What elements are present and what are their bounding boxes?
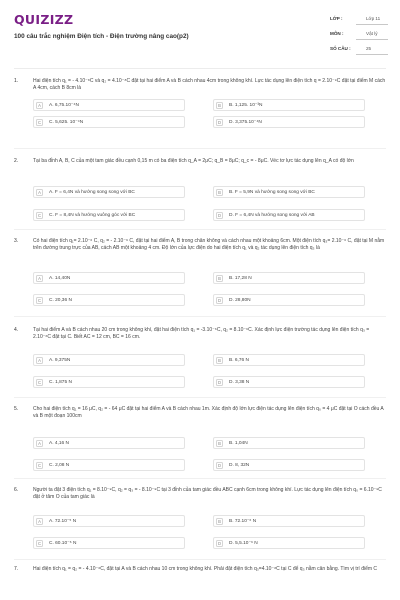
- option-b[interactable]: [213, 272, 365, 284]
- option-text: D. 3,375.10⁻⁴N: [229, 120, 262, 126]
- option-letter: B: [216, 518, 223, 525]
- question-number: 3.: [14, 238, 19, 244]
- worksheet-header: [0, 0, 400, 66]
- option-d[interactable]: [213, 376, 365, 388]
- quizizz-logo: QUIZIZZ: [14, 12, 74, 27]
- option-b[interactable]: [213, 515, 365, 527]
- option-text: D. 28,80N: [229, 298, 251, 304]
- option-a[interactable]: [33, 437, 185, 449]
- question-divider: [14, 478, 386, 479]
- question-number: 7.: [14, 566, 19, 572]
- option-text: B. 1,04N: [229, 441, 248, 447]
- meta-class-value: Lớp 11: [366, 16, 381, 21]
- option-c[interactable]: [33, 209, 185, 221]
- option-c[interactable]: [33, 537, 185, 549]
- option-text: C. 2,08 N: [49, 463, 70, 469]
- question-number: 1.: [14, 78, 19, 84]
- option-text: C. 1,875 N: [49, 380, 72, 386]
- question-text: Người ta đặt 3 điện tích q₁ = 8.10⁻⁹C, q₂ = q₃ = - 8.10⁻⁹C tại 3 đỉnh của tam giác đều ABC cạnh 6cm trong không khí. Lực tác dụng lên điện tích q₀ = 6.10⁻⁹C đặt ở tâm O của tam giác là: [33, 487, 382, 501]
- option-d[interactable]: [213, 294, 365, 306]
- option-b[interactable]: [213, 354, 365, 366]
- question-number: 2.: [14, 158, 19, 164]
- meta-subject-value: Vật lý: [366, 31, 378, 36]
- option-d[interactable]: [213, 116, 365, 128]
- question-text: Có hai điện tích q₁= 2.10⁻⁶ C, q₂ = - 2.10⁻⁶ C, đặt tại hai điểm A, B trong chân không và cách nhau một khoảng 6cm. Một điện tích q₃= 2.10⁻⁶ C, đặt tại M nằm trên đường trung trực của AB, cách AB một khoảng 4 cm. Độ lớn của lực điện do hai điện tích q₁ và q₂ tác dụng lên điện tích q₃ là: [33, 238, 385, 252]
- option-d[interactable]: [213, 209, 365, 221]
- option-text: C. F = 8,4N và hướng vuông góc với BC: [49, 213, 136, 219]
- option-letter: D: [217, 120, 222, 126]
- option-letter: B: [216, 357, 223, 364]
- option-letter: B: [216, 440, 223, 447]
- option-a[interactable]: [33, 272, 185, 284]
- meta-divider: [356, 24, 388, 25]
- option-letter: A: [36, 275, 43, 282]
- option-letter: B: [216, 102, 223, 109]
- question-divider: [14, 316, 386, 317]
- option-b[interactable]: [213, 437, 365, 449]
- question-text: Tại hai điểm A và B cách nhau 20 cm trong không khí, đặt hai điện tích q₁ = -3.10⁻⁶C, q₂ = 8.10⁻⁶C. Xác định lực điện trường tác dụng lên điện tích q₃ = 2.10⁻⁶C đặt tại C. Biết AC = 12 cm, BC = 16 cm.: [33, 327, 370, 341]
- question-number: 5.: [14, 406, 19, 412]
- option-letter: D: [217, 463, 222, 469]
- option-letter: B: [216, 275, 223, 282]
- option-letter: B: [216, 189, 223, 196]
- option-c[interactable]: [33, 294, 185, 306]
- option-text: A. 72.10⁻⁵ N: [49, 519, 77, 525]
- option-letter: D: [217, 213, 222, 219]
- option-d[interactable]: [213, 459, 365, 471]
- option-letter: D: [217, 541, 222, 547]
- option-text: B. 1,125. 10⁻³N: [229, 103, 263, 109]
- worksheet-title: 100 câu trắc nghiệm Điện tích - Điện trường nâng cao(p2): [14, 33, 189, 40]
- question-text: Tại ba đỉnh A, B, C của một tam giác đều cạnh 0,15 m có ba điện tích q_A = 2μC; q_B = 8μC; q_c = - 8μC. Véc tơ lực tác dụng lên q_A có độ lớn: [33, 158, 354, 164]
- option-text: C. 60.10⁻⁶ N: [49, 541, 77, 547]
- option-a[interactable]: [33, 354, 185, 366]
- meta-divider: [356, 39, 388, 40]
- option-text: A. 6,75.10⁻⁴N: [49, 103, 79, 109]
- option-d[interactable]: [213, 537, 365, 549]
- option-b[interactable]: [213, 99, 365, 111]
- option-c[interactable]: [33, 459, 185, 471]
- option-letter: C: [37, 380, 42, 386]
- option-letter: C: [37, 541, 42, 547]
- option-letter: C: [37, 213, 42, 219]
- option-letter: A: [36, 440, 43, 447]
- option-letter: A: [36, 102, 43, 109]
- option-a[interactable]: [33, 186, 185, 198]
- option-text: C. 5,625. 10⁻⁴N: [49, 120, 84, 126]
- option-letter: A: [36, 357, 43, 364]
- option-text: D. 3,38 N: [229, 380, 250, 386]
- option-letter: D: [217, 380, 222, 386]
- option-a[interactable]: [33, 515, 185, 527]
- option-letter: C: [37, 298, 42, 304]
- option-letter: D: [217, 298, 222, 304]
- option-letter: C: [37, 120, 42, 126]
- meta-count-value: 25: [366, 46, 372, 51]
- option-letter: A: [36, 518, 43, 525]
- meta-divider: [356, 54, 388, 55]
- meta-count-label: SỐ CÂU :: [330, 46, 351, 51]
- option-text: D. 8, 32N: [229, 463, 250, 469]
- question-divider: [14, 229, 386, 230]
- option-text: B. 17,28 N: [229, 276, 252, 282]
- option-text: A. F = 6,4N và hướng song song với BC: [49, 190, 135, 196]
- question-text: Hai điện tích q₁ = - 4.10⁻⁸C và q₂ = 4.10⁻⁸C đặt tại hai điểm A và B cách nhau 4cm trong không khí. Lực tác dụng lên điện tích q = 2.10⁻⁹C đặt tại điểm M cách A 4cm, cách B 8cm là: [33, 78, 386, 92]
- header-rule: [14, 68, 386, 69]
- question-divider: [14, 559, 386, 560]
- option-letter: C: [37, 463, 42, 469]
- question-divider: [14, 397, 386, 398]
- option-c[interactable]: [33, 376, 185, 388]
- question-text: Cho hai điện tích q₁ = 16 μC, q₂ = - 64 μC đặt tại hai điểm A và B cách nhau 1m. Xác định độ lớn lực điện tác dụng lên điện tích q₀ = 4 μC đặt tại O cách đều A và B một đoạn 100cm: [33, 406, 384, 420]
- option-a[interactable]: [33, 99, 185, 111]
- option-c[interactable]: [33, 116, 185, 128]
- meta-class-label: LỚP :: [330, 16, 343, 21]
- question-number: 4.: [14, 327, 19, 333]
- option-text: B. 72.10⁻⁶ N: [229, 519, 257, 525]
- option-text: B. F = 5,9N và hướng song song với BC: [229, 190, 315, 196]
- option-text: D. F = 6,4N và hướng song song với AB: [229, 213, 315, 219]
- option-text: A. 14,40N: [49, 276, 71, 282]
- option-text: D. 5,5.10⁻⁶ N: [229, 541, 258, 547]
- option-text: C. 20,36 N: [49, 298, 72, 304]
- option-text: B. 6,76 N: [229, 358, 249, 364]
- question-text: Hai điện tích q₁ = q₂ = - 4.10⁻⁶C, đặt tại A và B cách nhau 10 cm trong không khí. Phải đặt điện tích q₃=4.10⁻⁸C tại C để q₃ nằm cân bằng. Tìm vị trí điểm C: [33, 566, 378, 572]
- option-letter: A: [36, 189, 43, 196]
- question-number: 6.: [14, 487, 19, 493]
- option-text: A. 4,16 N: [49, 441, 69, 447]
- option-b[interactable]: [213, 186, 365, 198]
- meta-subject-label: MÔN :: [330, 31, 344, 36]
- question-divider: [14, 148, 386, 149]
- option-text: A. 9,375N: [49, 358, 71, 364]
